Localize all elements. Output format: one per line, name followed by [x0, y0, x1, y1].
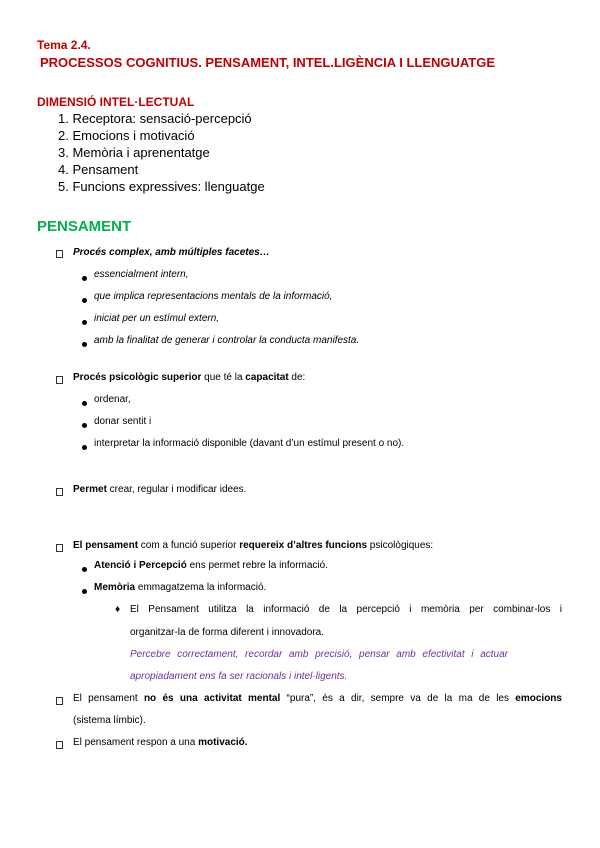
- block3-bold: Permet: [73, 484, 107, 495]
- bullet-dot-icon: [82, 423, 87, 428]
- bullet-dot-icon: [82, 276, 87, 281]
- block4-diamond-line1: El Pensament utilitza la informació de la percepció i memòria per combinar-los i: [130, 604, 562, 615]
- document-title: PROCESSOS COGNITIUS. PENSAMENT, INTEL.LIGÈNCIA I LLENGUATGE: [40, 55, 496, 70]
- checkbox-bullet-icon: [56, 741, 63, 749]
- block2-bullet: donar sentit i: [94, 416, 152, 427]
- block4-end: psicològiques:: [367, 540, 434, 551]
- block4-bullet: [94, 560, 328, 571]
- block2-bullet: interpretar la informació disponible (davant d’un estímul present o no).: [94, 438, 405, 449]
- block2-lead-bold: Procés psicològic superior: [73, 372, 202, 383]
- block4-bullet2-text: emmagatzema la informació.: [135, 582, 267, 593]
- block5-line2: (sistema límbic).: [73, 715, 146, 726]
- block2-lead: [73, 372, 305, 383]
- block1-bullet: iniciat per un estímul extern,: [94, 313, 220, 324]
- block2-lead-bold2: capacitat: [245, 372, 289, 383]
- block6-text: [73, 737, 248, 748]
- list-item: 1. Receptora: sensació-percepció: [58, 111, 252, 126]
- block4-bullet2-bold: Memòria: [94, 582, 136, 593]
- block1-bullet: que implica representacions mentals de la informació,: [94, 291, 333, 302]
- list-item: 2. Emocions i motivació: [58, 128, 195, 143]
- list-item: 4. Pensament: [58, 162, 139, 177]
- block1-bullet: amb la finalitat de generar i controlar la conducta manifesta.: [94, 335, 360, 346]
- bullet-dot-icon: [82, 298, 87, 303]
- block4-italic-line1: Percebre correctament, recordar amb precisió, pensar amb efectivitat i actuar: [130, 649, 508, 660]
- block2-bullet: ordenar,: [94, 394, 131, 405]
- block4-lead: [73, 540, 433, 551]
- diamond-bullet-icon: ♦: [115, 604, 121, 615]
- list-item: 5. Funcions expressives: llenguatge: [58, 179, 265, 194]
- bullet-dot-icon: [82, 567, 87, 572]
- list-item: 3. Memòria i aprenentatge: [58, 145, 210, 160]
- block3-rest: crear, regular i modificar idees.: [106, 484, 247, 495]
- block5-bold1: no és una activitat mental: [143, 693, 281, 704]
- block5-start: El pensament: [73, 693, 144, 704]
- block1-lead: Procés complex, amb múltiples facetes…: [73, 247, 270, 258]
- block4-mid: com a funció superior: [138, 540, 240, 551]
- block2-lead-end: de:: [288, 372, 306, 383]
- block4-bold2: requereix d’altres funcions: [239, 540, 368, 551]
- block4-diamond-line2: organitzar-la de forma diferent i innovadora.: [130, 627, 324, 638]
- checkbox-bullet-icon: [56, 376, 63, 384]
- block4-bullet1-text: ens permet rebre la informació.: [186, 560, 328, 571]
- bullet-dot-icon: [82, 342, 87, 347]
- checkbox-bullet-icon: [56, 697, 63, 705]
- checkbox-bullet-icon: [56, 250, 63, 258]
- block5-line1: [73, 693, 562, 704]
- tema-label: Tema 2.4.: [37, 38, 91, 52]
- pensament-heading: PENSAMENT: [37, 218, 132, 235]
- block5-mid: “pura”, és a dir, sempre va de la ma de les: [280, 693, 516, 704]
- bullet-dot-icon: [82, 401, 87, 406]
- block6-start: El pensament respon a una: [73, 737, 199, 748]
- dimensio-list: [58, 110, 265, 195]
- bullet-dot-icon: [82, 589, 87, 594]
- block2-lead-mid: que té la: [201, 372, 246, 383]
- block4-italic-line2: apropiadament ens fa ser racionals i intel·ligents.: [130, 671, 348, 682]
- checkbox-bullet-icon: [56, 544, 63, 552]
- block5-bold2: emocions: [515, 693, 562, 704]
- block4-bold1: El pensament: [73, 540, 139, 551]
- bullet-dot-icon: [82, 320, 87, 325]
- block4-bullet1-bold: Atenció i Percepció: [94, 560, 187, 571]
- block1-bullet: essencialment intern,: [94, 269, 189, 280]
- dimensio-heading: DIMENSIÓ INTEL·LECTUAL: [37, 95, 195, 109]
- block4-bullet: [94, 582, 266, 593]
- checkbox-bullet-icon: [56, 488, 63, 496]
- block6-bold: motivació.: [198, 737, 248, 748]
- block3-text: [73, 484, 246, 495]
- bullet-dot-icon: [82, 445, 87, 450]
